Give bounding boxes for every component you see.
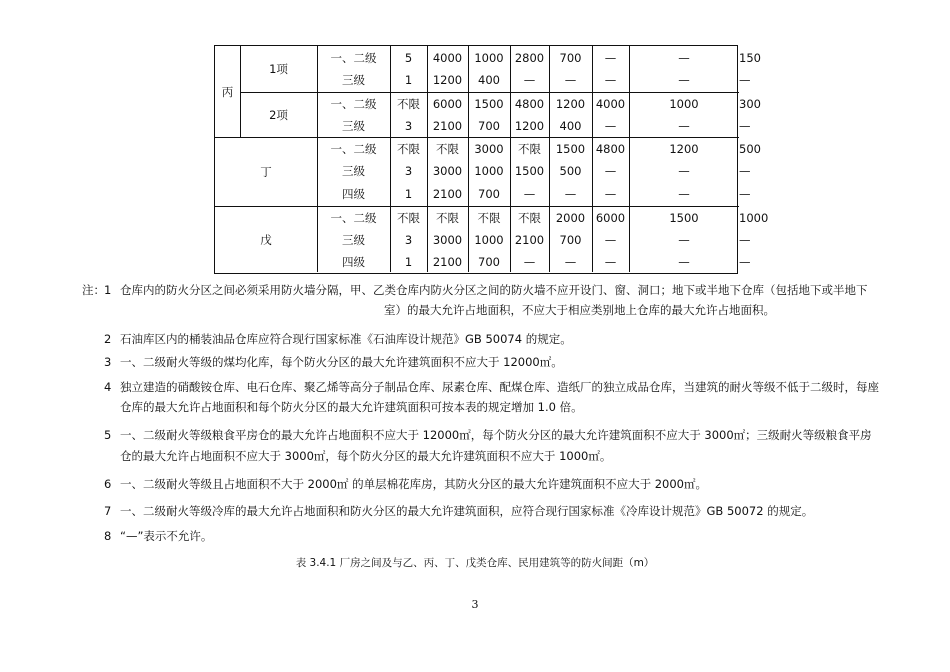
value-cell: 1200 [669,142,699,156]
value-cell: 2000 [555,211,586,225]
value-cell: 4000 [432,51,463,65]
value-cell: 不限 [397,211,420,225]
value-cell: 2100 [432,119,463,133]
note-number: 3 [104,355,112,369]
value-cell: 2100 [432,187,463,201]
value-cell: 500 [739,142,761,156]
note-text: 石油库区内的桶装油品仓库应符合现行国家标准《石油库设计规范》GB 50074 的规定。 [120,332,572,346]
value-cell: 500 [559,164,582,178]
note-text: “—”表示不允许。 [120,529,213,543]
value-cell: 4800 [514,97,545,111]
value-cell: 1000 [739,211,769,225]
value-cell: — [564,187,577,201]
value-cell: 5 [404,51,413,65]
grade-cell: 四级 [342,187,365,201]
value-cell: 3 [404,233,413,247]
value-cell: — [604,164,617,178]
value-cell: — [523,187,536,201]
value-cell: 不限 [477,211,501,225]
note-text: 一、二级耐火等级冷库的最大允许占地面积和防火分区的最大允许建筑面积，应符合现行国家标准《冷库设计规范》GB 50072 的规定。 [120,504,814,518]
value-cell: 不限 [397,97,420,111]
value-cell: 1000 [474,164,504,178]
warehouse-area-table [214,45,769,274]
value-cell: 150 [739,51,761,65]
value-cell: 2100 [514,233,545,247]
value-cell: 700 [559,51,582,65]
value-cell: 700 [478,119,500,133]
grade-cell: 一、二级 [330,97,377,111]
value-cell: 1500 [555,142,586,156]
note-text: 一、二级耐火等级且占地面积不大于 2000㎡ 的单层棉花库房，其防火分区的最大允许建筑面积不应大于 2000㎡。 [120,477,707,491]
grade-cell: 一、二级 [330,142,377,156]
value-cell: 1200 [432,73,463,87]
group-label: 丁 [260,164,272,179]
value-cell: 400 [559,119,582,133]
note-number: 8 [104,529,112,543]
value-cell: — [739,233,751,247]
value-cell: 不限 [397,142,420,156]
value-cell: 6000 [595,211,626,225]
page-number: 3 [471,598,479,611]
note-number: 6 [104,477,112,491]
value-cell: 不限 [518,211,541,225]
grade-cell: 一、二级 [330,51,377,65]
value-cell: 4800 [595,142,626,156]
grade-cell: 三级 [342,73,365,87]
note-number: 4 [104,380,112,394]
value-cell: 1000 [474,233,504,247]
value-cell: — [604,51,617,65]
grade-cell: 四级 [342,255,365,269]
value-cell: 1000 [669,97,699,111]
note-text: 仓库的最大允许占地面积和每个防火分区的最大允许建筑面积可按本表的规定增加 1.0 倍。 [120,400,583,414]
notes-prefix: 注： [82,283,105,297]
value-cell: 300 [739,97,761,111]
value-cell: — [678,233,690,247]
value-cell: — [739,73,751,87]
note-text: 仓的最大允许占地面积不应大于 3000㎡，每个防火分区的最大允许建筑面积不应大于 1000㎡。 [120,449,612,463]
value-cell: 4000 [595,97,626,111]
note-number: 2 [104,332,112,346]
value-cell: 不限 [436,142,459,156]
value-cell: 1500 [669,211,699,225]
value-cell: 1 [404,187,413,201]
value-cell: 700 [559,233,582,247]
group-label: 丙 [221,85,234,99]
value-cell: — [604,255,617,269]
value-cell: — [604,233,617,247]
value-cell: 1500 [474,97,504,111]
value-cell: 3000 [432,233,463,247]
value-cell: — [564,73,577,87]
value-cell: 1 [404,73,413,87]
value-cell: 1200 [555,97,586,111]
grade-cell: 三级 [342,119,365,133]
value-cell: — [523,255,536,269]
note-text: 室）的最大允许占地面积，不应大于相应类别地上仓库的最大允许占地面积。 [384,303,775,317]
value-cell: 1500 [514,164,545,178]
value-cell: — [604,187,617,201]
value-cell: — [678,73,690,87]
value-cell: — [739,164,751,178]
value-cell: 1200 [514,119,545,133]
group-label: 戊 [260,233,272,247]
value-cell: — [564,255,577,269]
value-cell: 3000 [432,164,463,178]
value-cell: 700 [478,187,500,201]
value-cell: 2100 [432,255,463,269]
value-cell: — [739,119,751,133]
subgroup-label: 2项 [269,108,288,122]
value-cell: 3 [404,119,413,133]
value-cell: — [678,164,690,178]
value-cell: — [678,51,690,65]
value-cell: — [739,187,751,201]
value-cell: 6000 [432,97,463,111]
value-cell: — [678,119,690,133]
value-cell: 1000 [474,51,504,65]
value-cell: — [604,73,617,87]
note-text: 一、二级耐火等级的煤均化库，每个防火分区的最大允许建筑面积不应大于 12000㎡。 [120,355,563,369]
value-cell: — [523,73,536,87]
value-cell: 不限 [518,142,541,156]
value-cell: — [678,187,690,201]
value-cell: 3 [404,164,413,178]
value-cell: 700 [478,255,500,269]
note-number: 7 [104,504,112,518]
next-table-caption: 表 3.4.1 厂房之间及与乙、丙、丁、戊类仓库、民用建筑等的防火间距（m） [295,557,655,569]
note-text: 独立建造的硝酸铵仓库、电石仓库、聚乙烯等高分子制品仓库、尿素仓库、配煤仓库、造纸厂的独立成品仓库，当建筑的耐火等级不低于二级时，每座 [120,380,879,394]
value-cell: 不限 [436,211,459,225]
value-cell: — [604,119,617,133]
value-cell: 3000 [474,142,504,156]
note-number: 5 [104,428,112,442]
value-cell: 2800 [514,51,545,65]
grade-cell: 一、二级 [330,211,377,225]
note-text: 一、二级耐火等级粮食平房仓的最大允许占地面积不应大于 12000㎡，每个防火分区的最大允许建筑面积不应大于 3000㎡；三级耐火等级粮食平房 [120,428,872,442]
value-cell: 1 [404,255,413,269]
note-number: 1 [104,283,112,297]
value-cell: 400 [478,73,500,87]
value-cell: — [739,255,751,269]
grade-cell: 三级 [342,164,365,178]
grade-cell: 三级 [342,233,365,247]
value-cell: — [678,255,690,269]
note-text: 仓库内的防火分区之间必须采用防火墙分隔，甲、乙类仓库内防火分区之间的防火墙不应开设门、窗、洞口；地下或半地下仓库（包括地下或半地下 [120,283,868,297]
subgroup-label: 1项 [269,62,288,76]
